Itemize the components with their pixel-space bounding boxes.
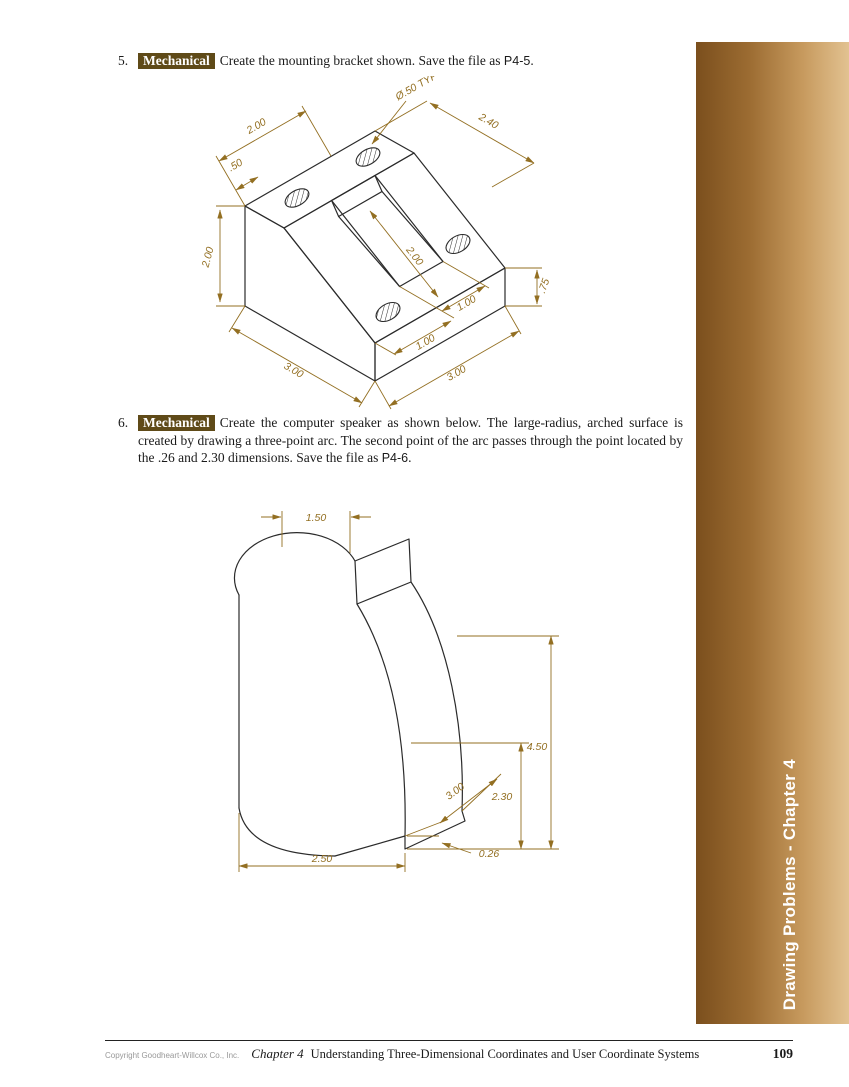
dim-depth: 3.00: [443, 780, 467, 803]
dim-left-offset: .50: [226, 156, 245, 175]
file-name: P4-6: [381, 451, 409, 465]
drill-hole: [282, 185, 312, 211]
bracket-dimension-lines: [216, 101, 542, 409]
footer-book-title: Understanding Three-Dimensional Coordinates and User Coordinate Systems: [310, 1047, 700, 1061]
dim-base-right: 3.00: [444, 363, 469, 384]
drill-hole: [443, 231, 474, 258]
chapter-tab-label: Drawing Problems - Chapter 4: [780, 758, 799, 1010]
footer-chapter: Chapter 4: [251, 1046, 304, 1061]
problem-6-body: [138, 414, 683, 468]
category-badge: Mechanical: [138, 53, 215, 69]
bracket-figure: [190, 76, 570, 421]
dim-lip: .75: [536, 277, 553, 295]
dim-slot-offset: 1.00: [413, 332, 438, 353]
problem-6: [118, 414, 683, 468]
bracket-drill-holes: [282, 144, 473, 325]
category-badge: Mechanical: [138, 415, 215, 431]
drill-hole: [353, 144, 383, 170]
page-footer: [105, 1040, 793, 1062]
problem-5: [118, 52, 693, 71]
dim-height: 2.00: [199, 245, 217, 269]
speaker-outline: [234, 533, 465, 856]
chapter-tab: [696, 42, 849, 1024]
copyright-text: Copyright Goodheart-Willcox Co., Inc.: [105, 1051, 240, 1060]
page-number: 109: [772, 1046, 793, 1061]
dim-hole-note: Ø.50 TYP: [393, 76, 440, 104]
problem-5-number: 5.: [118, 53, 129, 68]
dim-depth: 2.40: [476, 111, 501, 132]
problem-5-statement: Create the mounting bracket shown. Save the file as: [219, 53, 504, 68]
bracket-drawing: [190, 76, 570, 426]
period: .: [530, 53, 534, 68]
dim-ledge: 0.26: [478, 848, 500, 860]
dim-top-width: 1.50: [305, 512, 327, 524]
problem-6-number: 6.: [118, 415, 129, 430]
problem-5-body: [138, 52, 534, 71]
speaker-dimension-lines: [239, 511, 559, 872]
dim-top-width: 2.00: [244, 116, 269, 137]
period: .: [408, 450, 412, 465]
dim-base-width: 2.50: [311, 853, 333, 865]
drill-hole: [373, 299, 404, 326]
bracket-dimension-labels: [199, 76, 552, 384]
problem-6-statement: Create the computer speaker as shown below. The large-radius, arched surface is created by drawing a three-point arc. The second point of the arc passes through the point located by the .26 and 2.30 dimensions. Save the file as: [138, 415, 683, 465]
file-name: P4-5: [503, 54, 531, 68]
dim-slot-length: 2.00: [403, 244, 426, 268]
speaker-drawing: [225, 503, 575, 898]
speaker-dimension-labels: [306, 512, 548, 865]
dim-arc-height: 2.30: [491, 791, 513, 803]
speaker-figure: [225, 503, 575, 893]
dim-height: 4.50: [526, 741, 548, 753]
dim-base-left: 3.00: [281, 360, 306, 381]
dim-slot-width: 1.00: [454, 293, 479, 314]
